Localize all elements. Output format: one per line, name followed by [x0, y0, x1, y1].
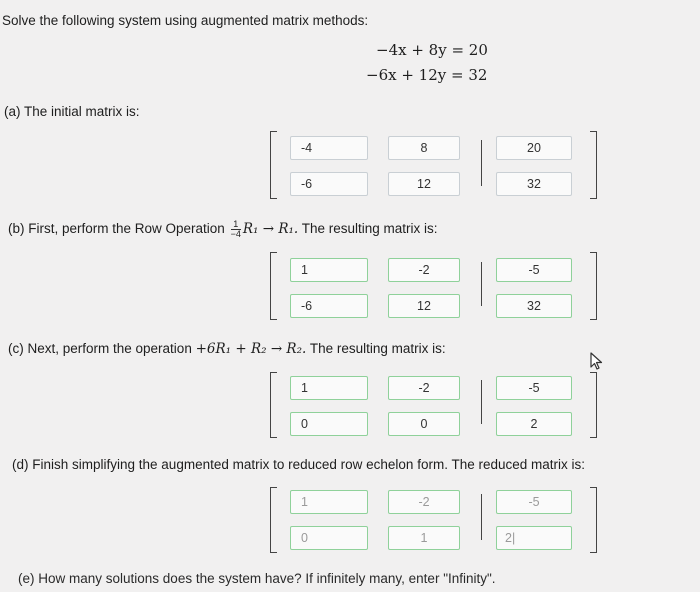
matrix-a-divider: [481, 140, 482, 186]
matrix-a-cell-r1c3[interactable]: 20: [496, 136, 572, 160]
matrix-c-cell-r1c3[interactable]: -5: [496, 376, 572, 400]
matrix-b-cell-r1c2[interactable]: -2: [388, 258, 460, 282]
instruction-text: Solve the following system using augmented matrix methods:: [2, 13, 369, 28]
matrix-c-cell-r2c1[interactable]: 0: [290, 412, 368, 436]
matrix-d-cell-r1c1[interactable]: 1: [290, 490, 368, 514]
matrix-a-cell-r1c2[interactable]: 8: [388, 136, 460, 160]
matrix-c-cell-r2c3[interactable]: 2: [496, 412, 572, 436]
part-c-operation: +6R₁ + R₂ → R₂.: [195, 341, 307, 357]
matrix-d-cell-r2c1[interactable]: 0: [290, 526, 368, 550]
matrix-a-cell-r2c1[interactable]: -6: [290, 172, 368, 196]
matrix-d-cell-r2c2[interactable]: 1: [388, 526, 460, 550]
part-b-fraction: [231, 220, 241, 239]
matrix-c-left-bracket: [270, 372, 277, 438]
matrix-c-cell-r2c2[interactable]: 0: [388, 412, 460, 436]
matrix-a-left-bracket: [270, 131, 277, 199]
matrix-d-divider: [481, 494, 482, 540]
matrix-b-right-bracket: [590, 252, 597, 320]
part-d-label: (d) Finish simplifying the augmented matrix to reduced row echelon form. The reduced matrix is:: [12, 457, 585, 472]
matrix-d-cell-r1c3[interactable]: -5: [496, 490, 572, 514]
matrix-a-cell-r2c2[interactable]: 12: [388, 172, 460, 196]
part-a-label: (a) The initial matrix is:: [4, 104, 140, 119]
matrix-b-cell-r1c3[interactable]: -5: [496, 258, 572, 282]
matrix-c-right-bracket: [590, 372, 597, 438]
matrix-a-cell-r2c3[interactable]: 32: [496, 172, 572, 196]
matrix-b-cell-r2c2[interactable]: 12: [388, 294, 460, 318]
part-b-label-post: The resulting matrix is:: [301, 221, 438, 237]
part-b-label-pre: (b) First, perform the Row Operation: [8, 221, 225, 237]
matrix-c-divider: [481, 380, 482, 424]
matrix-b-left-bracket: [270, 252, 277, 320]
matrix-d-cell-r2c3[interactable]: 2|: [496, 526, 572, 550]
part-b-label: [8, 220, 438, 239]
matrix-b-divider: [481, 262, 482, 306]
equation-1: −4x + 8y = 20: [376, 41, 488, 59]
matrix-d-right-bracket: [590, 487, 597, 553]
part-e-label: (e) How many solutions does the system have? If infinitely many, enter "Infinity".: [18, 571, 496, 586]
part-b-operation: R₁ → R₁.: [242, 221, 299, 238]
part-c-label-post: The resulting matrix is:: [309, 341, 446, 356]
matrix-d-left-bracket: [270, 487, 277, 553]
mouse-pointer-icon: [589, 352, 605, 375]
part-c-label-pre: (c) Next, perform the operation: [8, 341, 192, 356]
matrix-a-right-bracket: [590, 131, 597, 199]
equation-2: −6x + 12y = 32: [366, 66, 488, 84]
part-b-frac-den: −4: [230, 229, 241, 239]
matrix-d-cell-r1c2[interactable]: -2: [388, 490, 460, 514]
matrix-b-cell-r2c3[interactable]: 32: [496, 294, 572, 318]
matrix-b-cell-r2c1[interactable]: -6: [290, 294, 368, 318]
part-b-frac-num: 1: [231, 220, 241, 230]
matrix-a-cell-r1c1[interactable]: -4: [290, 136, 368, 160]
matrix-c-cell-r1c1[interactable]: 1: [290, 376, 368, 400]
matrix-c-cell-r1c2[interactable]: -2: [388, 376, 460, 400]
matrix-b-cell-r1c1[interactable]: 1: [290, 258, 368, 282]
part-c-label: [8, 341, 446, 357]
